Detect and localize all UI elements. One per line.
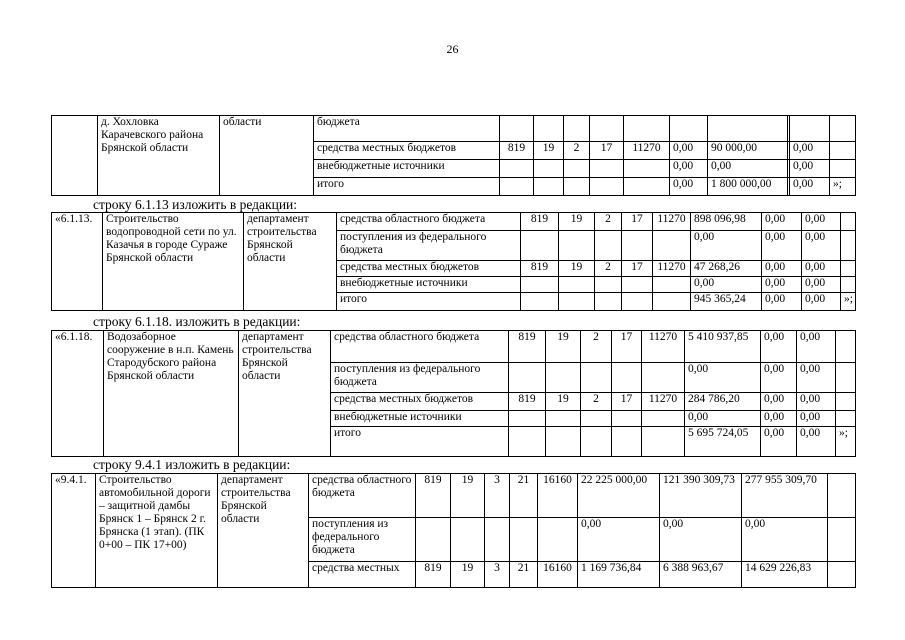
amount: 0,00 bbox=[802, 277, 841, 293]
budget-code bbox=[590, 178, 624, 196]
budget-code bbox=[595, 231, 622, 261]
row-end-mark bbox=[841, 261, 856, 277]
amount: 0,00 bbox=[762, 261, 802, 277]
budget-code: 19 bbox=[559, 213, 595, 231]
object-name: Строительство водопроводной сети по ул. Казачья в городе Сураже Брянской области bbox=[103, 213, 244, 311]
budget-code bbox=[642, 363, 685, 393]
budget-code bbox=[642, 411, 685, 427]
budget-code: 11270 bbox=[624, 142, 670, 160]
funding-source: итого bbox=[337, 293, 521, 311]
amount: 277 955 309,70 bbox=[742, 474, 828, 518]
row-end-mark bbox=[836, 331, 856, 363]
row-end-mark bbox=[830, 142, 856, 160]
budget-code bbox=[612, 411, 642, 427]
amount: 0,00 bbox=[797, 393, 836, 411]
department: департамент строительства Брянской области bbox=[239, 331, 331, 457]
amount: 284 786,20 bbox=[685, 393, 761, 411]
budget-code bbox=[653, 231, 691, 261]
budget-code bbox=[653, 277, 691, 293]
budget-code bbox=[564, 116, 590, 142]
amount: 0,00 bbox=[790, 178, 830, 196]
budget-code bbox=[546, 363, 581, 393]
funding-source: средства местных bbox=[309, 562, 416, 588]
budget-code bbox=[546, 411, 581, 427]
budget-code: 2 bbox=[581, 331, 612, 363]
object-name: д. Хохловка Карачевского района Брянской области bbox=[98, 116, 220, 196]
budget-code bbox=[622, 293, 653, 311]
row-end-mark bbox=[828, 518, 856, 562]
amount: 0,00 bbox=[578, 518, 660, 562]
amount: 0,00 bbox=[761, 393, 797, 411]
row-number: «6.1.13. bbox=[52, 213, 103, 311]
department: департамент строительства Брянской области bbox=[218, 474, 309, 588]
section-heading: строку 6.1.13 изложить в редакции: bbox=[93, 197, 298, 212]
budget-code bbox=[500, 116, 534, 142]
table-row bbox=[52, 213, 856, 231]
amount: 0,00 bbox=[802, 231, 841, 261]
funding-source: внебюджетные источники bbox=[331, 411, 509, 427]
budget-code bbox=[509, 427, 546, 457]
budget-code bbox=[595, 277, 622, 293]
amount: 0,00 bbox=[708, 160, 788, 178]
budget-code bbox=[581, 411, 612, 427]
row-end-mark bbox=[836, 363, 856, 393]
budget-code bbox=[612, 427, 642, 457]
amount: 0,00 bbox=[762, 231, 802, 261]
amount: 0,00 bbox=[670, 178, 708, 196]
budget-code bbox=[581, 363, 612, 393]
section-heading: строку 9.4.1 изложить в редакции: bbox=[93, 457, 291, 472]
budget-code bbox=[559, 231, 595, 261]
budget-code: 19 bbox=[546, 393, 581, 411]
amount: 0,00 bbox=[762, 293, 802, 311]
amount: 0,00 bbox=[762, 277, 802, 293]
budget-code: 819 bbox=[500, 142, 534, 160]
row-end-mark bbox=[830, 160, 856, 178]
amount: 1 800 000,00 bbox=[708, 178, 788, 196]
budget-code: 11270 bbox=[653, 261, 691, 277]
row-end-mark bbox=[830, 116, 856, 142]
budget-code bbox=[509, 411, 546, 427]
amount: 5 410 937,85 bbox=[685, 331, 761, 363]
budget-code bbox=[590, 160, 624, 178]
budget-code: 2 bbox=[564, 142, 590, 160]
amount: 0,00 bbox=[797, 427, 836, 457]
budget-code: 2 bbox=[595, 213, 622, 231]
funding-source: средства местных бюджетов bbox=[337, 261, 521, 277]
amount: 0,00 bbox=[670, 160, 708, 178]
funding-source: поступления из федерального бюджета bbox=[331, 363, 509, 393]
budget-code bbox=[534, 160, 564, 178]
amount: 0,00 bbox=[762, 213, 802, 231]
object-name: Строительство автомобильной дороги – защитной дамбы Брянск 1 – Брянск 2 г. Брянска (1 этап). (ПК 0+00 – ПК 17+00) bbox=[96, 474, 218, 588]
budget-code: 19 bbox=[451, 562, 485, 588]
budget-code bbox=[559, 277, 595, 293]
budget-code: 819 bbox=[509, 393, 546, 411]
table-row bbox=[52, 331, 856, 363]
amount bbox=[670, 116, 708, 142]
amount: 0,00 bbox=[761, 427, 797, 457]
budget-code bbox=[653, 293, 691, 311]
budget-code bbox=[622, 277, 653, 293]
amount: 0,00 bbox=[691, 277, 762, 293]
amount: 0,00 bbox=[685, 411, 761, 427]
budget-code: 16160 bbox=[538, 562, 578, 588]
amount: 47 268,26 bbox=[691, 261, 762, 277]
department: области bbox=[220, 116, 314, 196]
budget-code bbox=[521, 277, 559, 293]
amount: 1 169 736,84 bbox=[578, 562, 660, 588]
budget-code: 19 bbox=[534, 142, 564, 160]
budget-code: 17 bbox=[612, 331, 642, 363]
amount: 0,00 bbox=[802, 293, 841, 311]
row-number bbox=[52, 116, 98, 196]
row-end-mark: »; bbox=[830, 178, 856, 196]
budget-code: 11270 bbox=[642, 393, 685, 411]
amount: 22 225 000,00 bbox=[578, 474, 660, 518]
object-name: Водозаборное сооружение в н.п. Камень Стародубского района Брянской области bbox=[104, 331, 239, 457]
budget-code bbox=[534, 178, 564, 196]
row-number: «9.4.1. bbox=[52, 474, 96, 588]
budget-code: 11270 bbox=[642, 331, 685, 363]
amount: 121 390 309,73 bbox=[660, 474, 742, 518]
amount: 0,00 bbox=[660, 518, 742, 562]
row-end-mark: »; bbox=[841, 293, 856, 311]
budget-code bbox=[546, 427, 581, 457]
funding-source: внебюджетные источники bbox=[337, 277, 521, 293]
row-end-mark bbox=[836, 411, 856, 427]
budget-code bbox=[521, 231, 559, 261]
funding-source: средства местных бюджетов bbox=[314, 142, 500, 160]
budget-code bbox=[500, 178, 534, 196]
budget-code bbox=[500, 160, 534, 178]
amount: 90 000,00 bbox=[708, 142, 788, 160]
budget-code: 2 bbox=[581, 393, 612, 411]
amount: 0,00 bbox=[797, 411, 836, 427]
budget-code: 819 bbox=[416, 562, 451, 588]
budget-code bbox=[521, 293, 559, 311]
row-end-mark bbox=[836, 393, 856, 411]
funding-source: средства местных бюджетов bbox=[331, 393, 509, 411]
budget-code: 819 bbox=[521, 213, 559, 231]
table-row-9-4-1 bbox=[51, 473, 856, 588]
budget-code bbox=[595, 293, 622, 311]
budget-code bbox=[642, 427, 685, 457]
budget-code bbox=[534, 116, 564, 142]
budget-code bbox=[564, 178, 590, 196]
funding-source: средства областного бюджета bbox=[309, 474, 416, 518]
amount: 0,00 bbox=[761, 363, 797, 393]
budget-code: 3 bbox=[485, 562, 510, 588]
budget-code: 19 bbox=[451, 474, 485, 518]
funding-source: средства областного бюджета bbox=[337, 213, 521, 231]
budget-code bbox=[624, 160, 670, 178]
department: департамент строительства Брянской области bbox=[244, 213, 337, 311]
amount: 0,00 bbox=[685, 363, 761, 393]
row-end-mark bbox=[841, 277, 856, 293]
amount: 0,00 bbox=[802, 213, 841, 231]
budget-code: 21 bbox=[510, 562, 538, 588]
budget-code bbox=[416, 518, 451, 562]
amount: 0,00 bbox=[797, 363, 836, 393]
budget-code bbox=[485, 518, 510, 562]
budget-code bbox=[510, 518, 538, 562]
budget-code bbox=[538, 518, 578, 562]
page-number: 26 bbox=[446, 42, 459, 56]
budget-code bbox=[509, 363, 546, 393]
row-end-mark bbox=[828, 562, 856, 588]
table-row-6-1-13 bbox=[51, 212, 856, 311]
amount: 0,00 bbox=[761, 411, 797, 427]
budget-code: 21 bbox=[510, 474, 538, 518]
budget-code: 17 bbox=[590, 142, 624, 160]
amount: 6 388 963,67 bbox=[660, 562, 742, 588]
amount: 5 695 724,05 bbox=[685, 427, 761, 457]
section-heading: строку 6.1.18. изложить в редакции: bbox=[93, 314, 301, 329]
budget-code: 19 bbox=[546, 331, 581, 363]
table-row-6-1-18 bbox=[51, 330, 856, 457]
amount: 0,00 bbox=[797, 331, 836, 363]
budget-code bbox=[590, 116, 624, 142]
amount: 0,00 bbox=[790, 160, 830, 178]
budget-code bbox=[624, 178, 670, 196]
budget-code bbox=[559, 293, 595, 311]
table-continuation bbox=[51, 115, 856, 196]
funding-source: поступления из федерального бюджета bbox=[309, 518, 416, 562]
budget-code bbox=[624, 116, 670, 142]
budget-code: 16160 bbox=[538, 474, 578, 518]
funding-source: бюджета bbox=[314, 116, 500, 142]
amount bbox=[708, 116, 788, 142]
amount: 0,00 bbox=[670, 142, 708, 160]
funding-source: внебюджетные источники bbox=[314, 160, 500, 178]
budget-code bbox=[581, 427, 612, 457]
budget-code: 11270 bbox=[653, 213, 691, 231]
budget-code bbox=[622, 231, 653, 261]
funding-source: итого bbox=[314, 178, 500, 196]
funding-source: поступления из федерального бюджета bbox=[337, 231, 521, 261]
amount: 0,00 bbox=[761, 331, 797, 363]
amount: 0,00 bbox=[691, 231, 762, 261]
amount: 0,00 bbox=[790, 142, 830, 160]
budget-code bbox=[564, 160, 590, 178]
amount: 14 629 226,83 bbox=[742, 562, 828, 588]
table-row bbox=[52, 474, 856, 518]
budget-code: 17 bbox=[622, 261, 653, 277]
budget-code: 19 bbox=[559, 261, 595, 277]
budget-code bbox=[451, 518, 485, 562]
amount: 0,00 bbox=[802, 261, 841, 277]
budget-code: 2 bbox=[595, 261, 622, 277]
budget-code: 819 bbox=[509, 331, 546, 363]
budget-code: 3 bbox=[485, 474, 510, 518]
amount: 945 365,24 bbox=[691, 293, 762, 311]
amount: 898 096,98 bbox=[691, 213, 762, 231]
amount: 0,00 bbox=[742, 518, 828, 562]
funding-source: итого bbox=[331, 427, 509, 457]
row-end-mark bbox=[841, 231, 856, 261]
budget-code: 17 bbox=[622, 213, 653, 231]
budget-code: 819 bbox=[521, 261, 559, 277]
amount bbox=[790, 116, 830, 142]
budget-code: 17 bbox=[612, 393, 642, 411]
budget-code bbox=[612, 363, 642, 393]
row-number: «6.1.18. bbox=[52, 331, 104, 457]
row-end-mark: »; bbox=[836, 427, 856, 457]
row-end-mark bbox=[841, 213, 856, 231]
budget-code: 819 bbox=[416, 474, 451, 518]
funding-source: средства областного бюджета bbox=[331, 331, 509, 363]
row-end-mark bbox=[828, 474, 856, 518]
table-row bbox=[52, 116, 856, 142]
